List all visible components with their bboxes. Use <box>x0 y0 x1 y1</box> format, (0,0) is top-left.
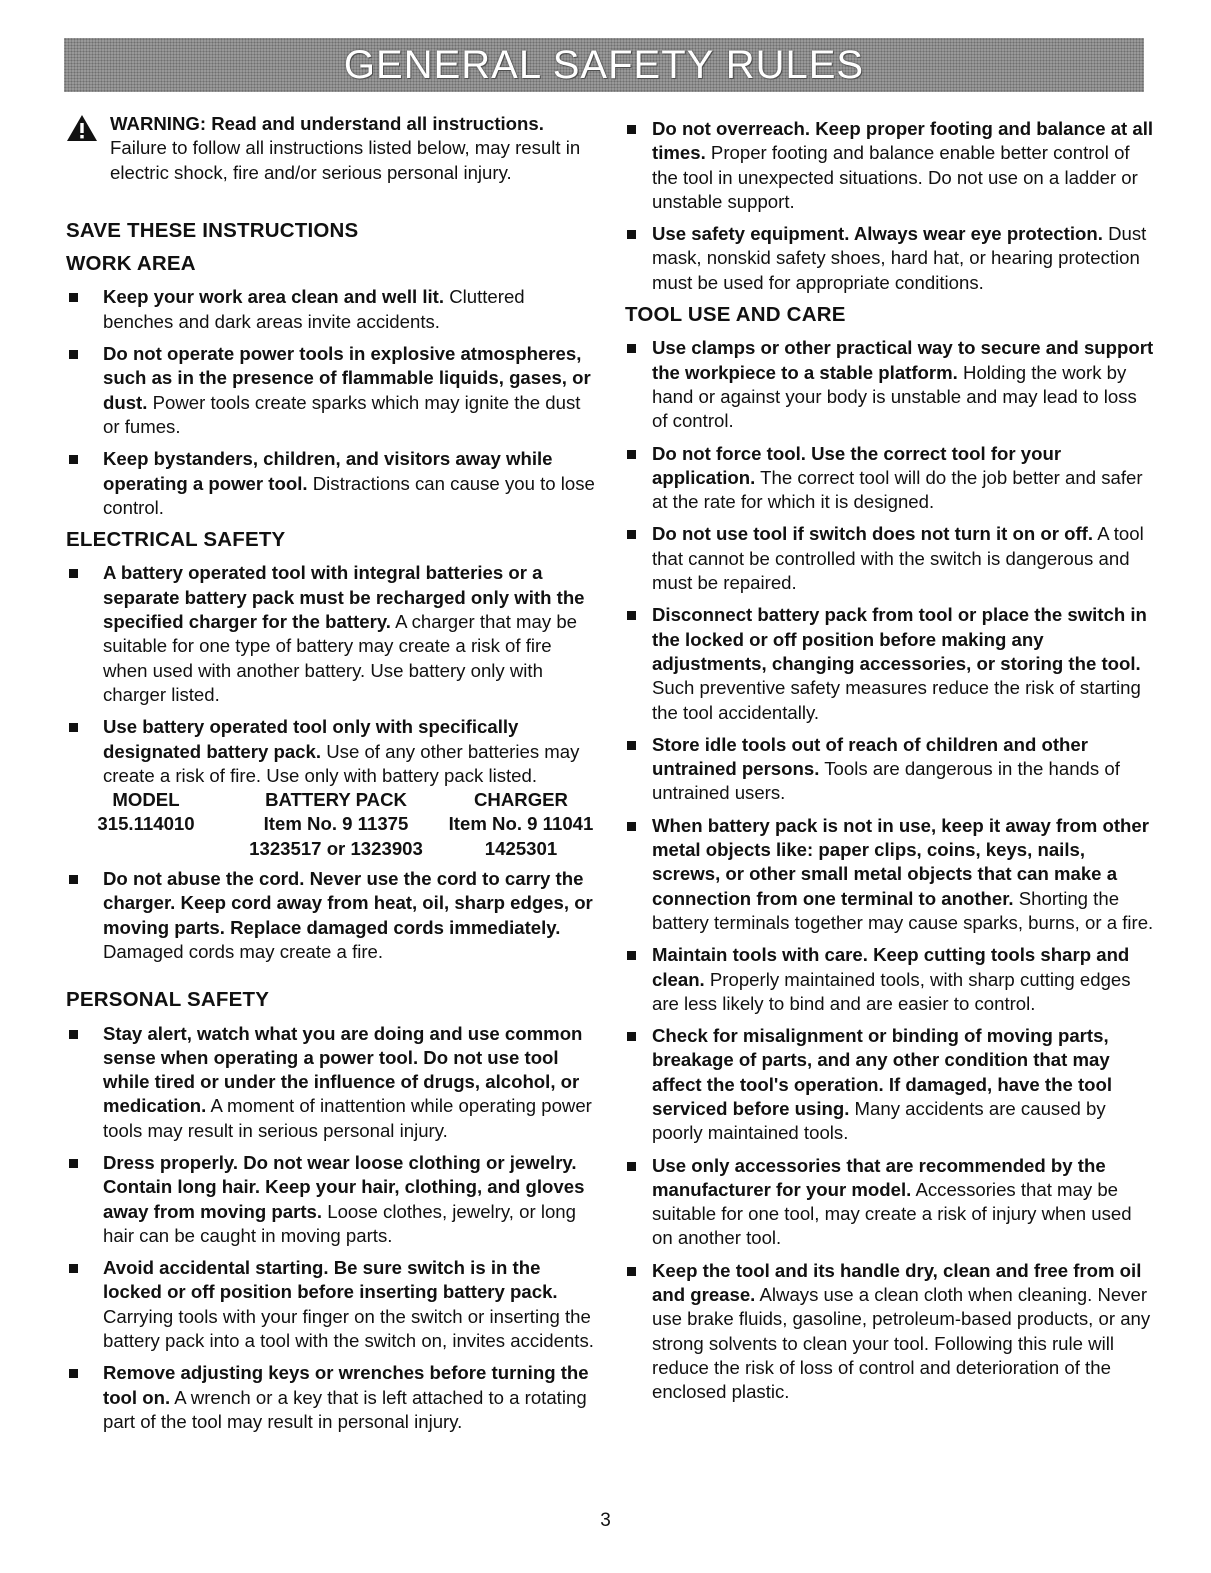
tool-use-heading: TOOL USE AND CARE <box>625 303 846 327</box>
right-column <box>625 117 1155 1413</box>
item-bold: Do not abuse the cord. Never use the cord to carry the charger. Keep cord away from heat, oil, sharp edges, or moving parts. Replace damaged cords immediately. <box>103 868 593 938</box>
item-text: Distractions can cause you to lose control. <box>103 472 595 518</box>
item-bold: Use only accessories that are recommended by the manufacturer for your model. <box>652 1154 1106 1200</box>
warning-triangle-icon <box>66 114 98 142</box>
item-text: Cluttered benches and dark areas invite accidents. <box>103 286 525 332</box>
personal-safety-heading: PERSONAL SAFETY <box>66 988 270 1012</box>
table-cell: Item No. 9 11375 <box>263 813 409 835</box>
list-item <box>625 222 1155 295</box>
bullet-icon <box>627 230 636 239</box>
list-item <box>66 561 596 707</box>
page-title: GENERAL SAFETY RULES <box>343 42 865 87</box>
left-column <box>66 112 596 1442</box>
bullet-icon <box>627 530 636 539</box>
item-text: Dust mask, nonskid safety shoes, hard hat, or hearing protection must be used for appropriate conditions. <box>652 223 1147 293</box>
list-item <box>66 447 596 520</box>
item-bold: A battery operated tool with integral batteries or a separate battery pack must be recharged only with the specified charger for the battery. <box>103 562 585 633</box>
table-header: BATTERY PACK <box>265 789 407 811</box>
list-item <box>66 285 596 334</box>
table-cell: 1323517 or 1323903 <box>249 837 423 859</box>
item-bold: Keep the tool and its handle dry, clean and free from oil and grease. <box>652 1259 1142 1306</box>
bullet-icon <box>69 723 78 732</box>
bullet-icon <box>69 875 78 884</box>
list-item <box>625 733 1155 806</box>
list-item <box>625 1024 1155 1145</box>
item-bold: Keep bystanders, children, and visitors away while operating a power tool. <box>103 448 553 494</box>
item-bold: Check for misalignment or binding of moving parts, breakage of parts, and any other condition that may affect the tool's operation. If damaged, have the tool serviced before using. <box>652 1025 1113 1119</box>
table-header: MODEL <box>112 789 180 811</box>
item-bold: Do not use tool if switch does not turn it on or off. <box>652 523 1094 545</box>
list-item <box>625 814 1155 935</box>
item-text: The correct tool will do the job better and safer at the rate for which it is designed. <box>652 466 1143 513</box>
list-item <box>625 603 1155 724</box>
bullet-icon <box>627 125 636 134</box>
title-banner <box>64 38 1144 92</box>
bullet-icon <box>69 1159 78 1168</box>
list-item <box>625 522 1155 595</box>
item-bold: Do not overreach. Keep proper footing and balance at all times. <box>652 118 1154 164</box>
warning-block <box>66 112 596 185</box>
item-bold: Maintain tools with care. Keep cutting tools sharp and clean. <box>652 944 1130 990</box>
item-bold: Keep your work area clean and well lit. <box>103 286 445 308</box>
item-text: Always use a clean cloth when cleaning. Never use brake fluids, gasoline, petroleum-based products, or any strong solvents to clean your tool. Following this rule will reduce the risk of loss of control and deterioration of the enclosed plastic. <box>652 1284 1151 1403</box>
item-bold: Do not force tool. Use the correct tool for your application. <box>652 442 1062 488</box>
bullet-icon <box>69 350 78 359</box>
list-item <box>66 1151 596 1248</box>
list-item <box>66 342 596 439</box>
item-bold: Use battery operated tool only with specifically designated battery pack. <box>103 716 519 762</box>
table-cell: 1425301 <box>484 837 558 859</box>
page-number: 3 <box>600 1510 611 1531</box>
bullet-icon <box>627 611 636 620</box>
list-item <box>625 1154 1155 1251</box>
bullet-icon <box>627 1162 636 1171</box>
item-bold: Do not operate power tools in explosive atmospheres, such as in the presence of flammable liquids, gases, or dust. <box>103 343 591 413</box>
list-item <box>66 1256 596 1353</box>
list-item <box>66 867 596 964</box>
item-text: Accessories that may be suitable for one tool, may create a risk of injury when used on another tool. <box>652 1178 1132 1249</box>
item-bold: Use safety equipment. Always wear eye protection. <box>652 223 1103 245</box>
item-bold: Remove adjusting keys or wrenches before turning the tool on. <box>103 1362 589 1408</box>
bullet-icon <box>69 455 78 464</box>
item-text: Shorting the battery terminals together may cause sparks, burns, or a fire. <box>652 887 1154 933</box>
list-item <box>66 1361 596 1434</box>
list-item <box>625 943 1155 1016</box>
item-text: Carrying tools with your finger on the switch or inserting the battery pack into a tool with the switch on, invites accidents. <box>103 1305 594 1352</box>
warning-text: Failure to follow all instructions listed below, may result in electric shock, fire and/or serious personal injury. <box>110 137 581 183</box>
table-header: CHARGER <box>473 789 568 811</box>
work-area-heading: WORK AREA <box>66 252 196 276</box>
item-text: Power tools create sparks which may ignite the dust or fumes. <box>103 391 581 437</box>
save-instructions-heading: SAVE THESE INSTRUCTIONS <box>66 218 359 242</box>
list-item <box>625 1259 1155 1405</box>
item-bold: Avoid accidental starting. Be sure switch is in the locked or off position before inserting battery pack. <box>103 1257 558 1303</box>
list-item <box>625 336 1155 433</box>
item-text: Proper footing and balance enable better control of the tool in unexpected situations. Do not use on a ladder or unstable support. <box>652 142 1138 212</box>
bullet-icon <box>627 1267 636 1276</box>
item-text: A tool that cannot be controlled with the switch is dangerous and must be repaired. <box>652 523 1144 594</box>
bullet-icon <box>627 450 636 459</box>
table-cell <box>66 837 226 861</box>
bullet-icon <box>69 1030 78 1039</box>
item-bold: Use clamps or other practical way to secure and support the workpiece to a stable platform. <box>652 337 1154 383</box>
list-item <box>66 1022 596 1143</box>
item-text: Tools are dangerous in the hands of untrained users. <box>652 758 1120 804</box>
warning-label: WARNING: <box>110 113 207 134</box>
item-text: Use of any other batteries may create a risk of fire. Use only with battery pack listed. <box>103 740 580 786</box>
item-bold: When battery pack is not in use, keep it away from other metal objects like: paper clips, coins, keys, nails, screws, or other small metal objects that can make a connection from one terminal to another. <box>652 814 1149 909</box>
item-text: Loose clothes, jewelry, or long hair can be caught in moving parts. <box>103 1200 576 1246</box>
item-bold: Store idle tools out of reach of children and other untrained persons. <box>652 733 1088 780</box>
bullet-icon <box>69 569 78 578</box>
item-bold: Disconnect battery pack from tool or place the switch in the locked or off position before making any adjustments, changing accessories, or storing the tool. <box>652 604 1147 674</box>
list-item <box>625 442 1155 515</box>
warning-bold: Read and understand all instructions. <box>211 113 544 134</box>
bullet-icon <box>69 1264 78 1273</box>
item-text: A moment of inattention while operating power tools may result in serious personal injury. <box>103 1095 592 1141</box>
bullet-icon <box>69 293 78 302</box>
electrical-safety-heading: ELECTRICAL SAFETY <box>66 528 286 552</box>
item-text: A charger that may be suitable for one type of battery may create a risk of fire when used with another battery. Use battery only with charger listed. <box>103 611 577 705</box>
item-text: Damaged cords may create a fire. <box>103 940 384 962</box>
item-text: Properly maintained tools, with sharp cutting edges are less likely to bind and are easier to control. <box>652 968 1131 1014</box>
bullet-icon <box>69 1369 78 1378</box>
item-text: Many accidents are caused by poorly maintained tools. <box>652 1097 1106 1144</box>
list-item <box>625 117 1155 214</box>
item-bold: Stay alert, watch what you are doing and use common sense when operating a power tool. Do not use tool while tired or under the influence of drugs, alcohol, or medication. <box>103 1022 583 1117</box>
bullet-icon <box>627 344 636 353</box>
bullet-icon <box>627 822 636 831</box>
bullet-icon <box>627 741 636 750</box>
bullet-icon <box>627 951 636 960</box>
list-item <box>66 715 596 788</box>
item-bold: Dress properly. Do not wear loose clothing or jewelry. Contain long hair. Keep your hair, clothing, and gloves away from moving parts. <box>103 1151 585 1222</box>
table-cell: 315.114010 <box>97 813 195 835</box>
item-text: A wrench or a key that is left attached to a rotating part of the tool may result in personal injury. <box>103 1386 587 1432</box>
item-text: Such preventive safety measures reduce the risk of starting the tool accidentally. <box>652 677 1141 723</box>
item-text: Holding the work by hand or against your body is unstable and may lead to loss of control. <box>652 361 1137 432</box>
model-table <box>66 788 596 861</box>
bullet-icon <box>627 1032 636 1041</box>
table-cell: Item No. 9 11041 <box>448 813 594 835</box>
